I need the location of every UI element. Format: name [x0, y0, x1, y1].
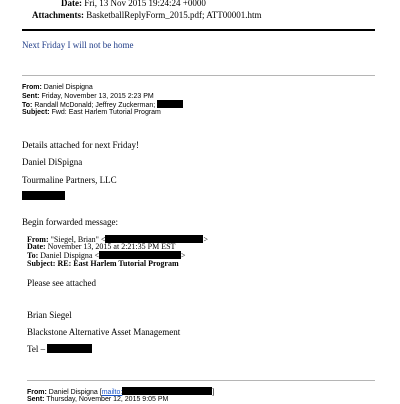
redaction-box: [122, 387, 215, 396]
email2-divider: [27, 380, 375, 381]
email1-to-value: Randall McDonald; Jeffrey Zuckerman;: [34, 102, 156, 109]
fwd-tel-line: [27, 344, 92, 355]
fwd-from-value: "Siegel, Brian" <: [50, 235, 106, 244]
email1-signature-name: Daniel DiSpigna: [22, 157, 83, 167]
fwd-to-label: To:: [27, 251, 39, 260]
fwd-tel-label: Tel –: [27, 344, 46, 354]
fwd-date-value: November 13, 2015 at 2:21:35 PM EST: [47, 242, 176, 251]
email2-from-value: Daniel Dispigna [: [48, 389, 102, 396]
top-attachments-line: [32, 10, 262, 21]
email2-sent-value: Thursday, November 12, 2015 9:05 PM: [46, 396, 169, 403]
fwd-subject-value: RE: East Harlem Tutorial Program: [57, 259, 179, 268]
email1-body-line1: Details attached for next Friday!: [22, 140, 139, 150]
redaction-box: [47, 344, 92, 353]
email1-sent-value: Friday, November 13, 2015 2:23 PM: [41, 93, 154, 100]
redaction-box: [22, 191, 65, 200]
fwd-subject-line: [27, 260, 179, 269]
email1-subject-value: Fwd: East Harlem Tutorial Program: [51, 109, 161, 116]
fwd-subject-label: Subject:: [27, 259, 56, 268]
email1-subject-label: Subject:: [22, 109, 50, 116]
fwd-from-label: From:: [27, 235, 49, 244]
email1-sent-label: Sent:: [22, 93, 40, 100]
email2-from-label: From:: [27, 389, 47, 396]
header-divider: [22, 29, 375, 31]
fwd-to-value: Daniel Dispigna <: [40, 251, 99, 260]
email1-from-line: [22, 83, 93, 92]
email1-signature-company: Tourmaline Partners, LLC: [22, 175, 117, 185]
fwd-date-label: Date:: [27, 242, 46, 251]
email2-sent-label: Sent:: [27, 396, 45, 403]
email2-from-close: ]: [212, 389, 215, 396]
fwd-to-close: >: [181, 251, 186, 260]
fwd-signature-name: Brian Siegel: [27, 310, 72, 320]
top-date-line: [61, 0, 206, 9]
reply-divider: [22, 75, 375, 76]
reply-text: Next Friday I will not be home: [22, 40, 134, 50]
attachments-label: Attachments:: [32, 10, 84, 20]
attachments-value[interactable]: BasketballReplyForm_2015.pdf; ATT00001.htm: [86, 10, 262, 20]
top-date-value: Fri, 13 Nov 2015 19:24:24 +0000: [84, 0, 206, 8]
email1-subject-line: [22, 108, 161, 117]
fwd-from-close: >: [203, 235, 208, 244]
redaction-box: [157, 100, 183, 108]
fwd-signature-company: Blackstone Alternative Asset Management: [27, 327, 181, 337]
redaction-box: [99, 251, 181, 259]
email1-from-value: Daniel Dispigna: [43, 84, 93, 91]
mailto-link[interactable]: mailto:: [101, 389, 123, 396]
email1-from-label: From:: [22, 84, 42, 91]
email1-to-label: To:: [22, 102, 33, 109]
top-date-label: Date:: [61, 0, 82, 8]
forwarded-intro: Begin forwarded message:: [22, 217, 118, 227]
fwd-body: Please see attached: [27, 278, 96, 288]
